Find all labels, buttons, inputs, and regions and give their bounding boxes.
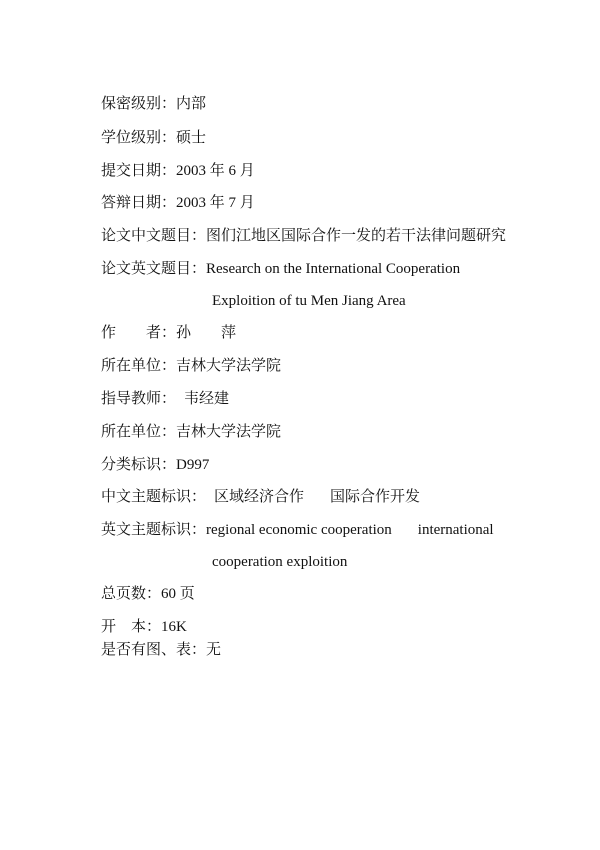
author-unit: 所在单位：吉林大学法学院: [101, 358, 282, 374]
advisor-row: [101, 390, 229, 408]
classification-code: 分类标识：D997: [101, 457, 210, 473]
total-pages: 总页数：60 页: [101, 586, 195, 602]
page-format: 开 本：16K: [101, 619, 187, 635]
degree-level: 学位级别：硕士: [101, 130, 207, 146]
english-keywords-row: [101, 521, 494, 539]
chinese-keywords-row: [101, 488, 420, 506]
author-label: 作 者：: [101, 325, 177, 341]
author-row: [101, 324, 236, 342]
chinese-keyword: 区域经济合作: [214, 489, 305, 505]
chinese-keyword: 国际合作开发: [330, 489, 421, 505]
english-keywords-continued: cooperation exploition: [212, 554, 348, 570]
advisor-name: 韦经建: [184, 391, 230, 407]
thesis-title-english: 论文英文题目：Research on the International Cooperation: [101, 261, 461, 277]
thesis-title-english-continued: Exploition of tu Men Jiang Area: [212, 293, 406, 309]
author-name: 孙 萍: [176, 325, 237, 341]
figures-tables: 是否有图、表：无: [101, 642, 222, 658]
secret-level: 保密级别：内部: [101, 96, 207, 112]
english-keyword: international: [417, 522, 494, 538]
submit-date: 提交日期：2003 年 6 月: [101, 163, 255, 179]
thesis-title-chinese: 论文中文题目：图们江地区国际合作一发的若干法律问题研究: [101, 228, 507, 244]
advisor-label: 指导教师：: [101, 391, 177, 407]
advisor-unit: 所在单位：吉林大学法学院: [101, 424, 282, 440]
defense-date: 答辩日期：2003 年 7 月: [101, 195, 255, 211]
chinese-keywords-label: 中文主题标识：: [101, 489, 207, 505]
english-keywords-label: 英文主题标识：: [101, 522, 207, 538]
english-keyword: regional economic cooperation: [206, 522, 392, 538]
